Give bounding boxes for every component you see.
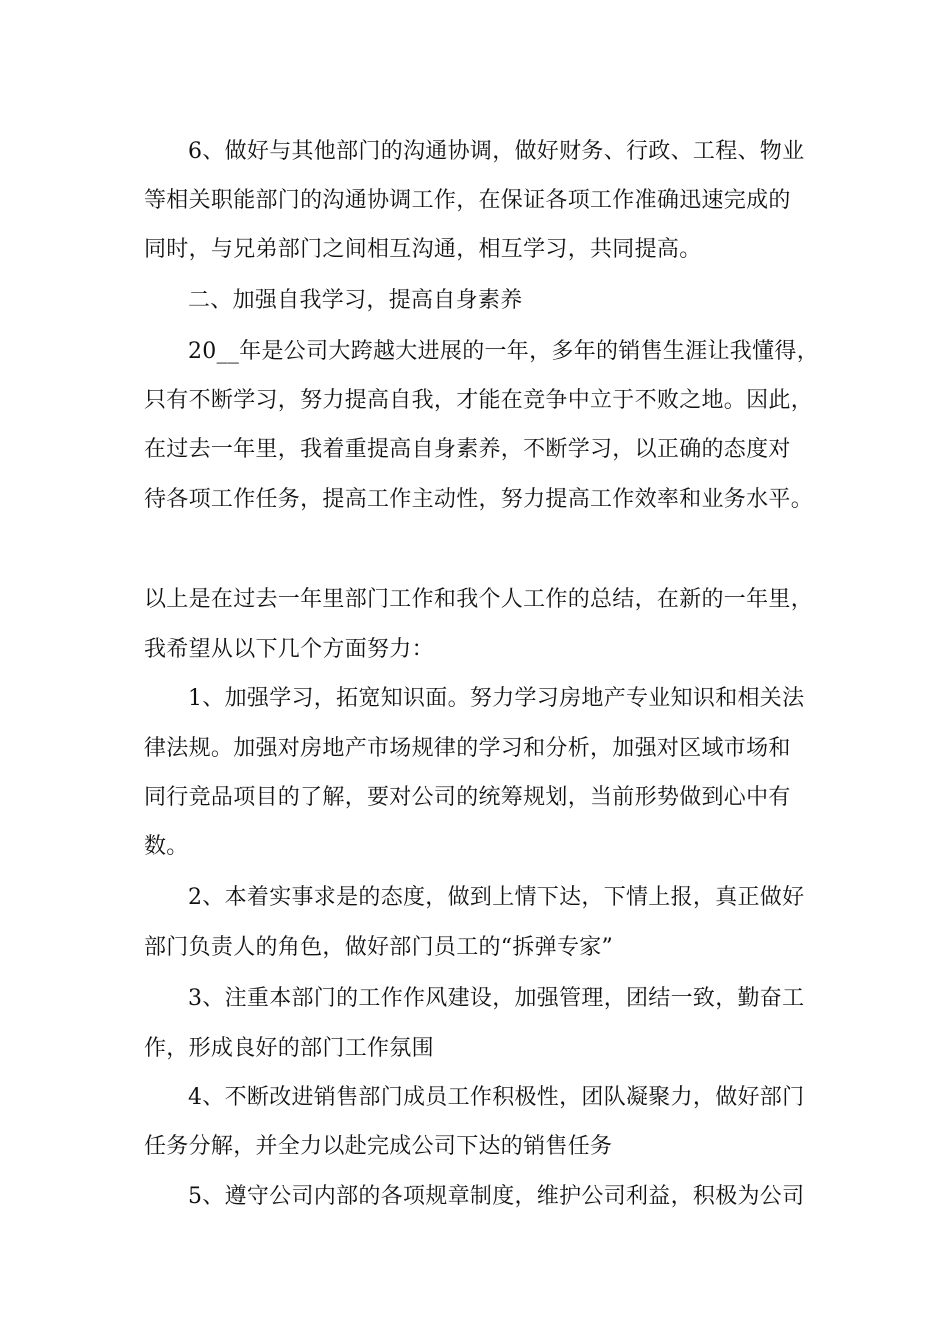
text-line: 6、做好与其他部门的沟通协调，做好财务、行政、工程、物业 — [188, 139, 805, 164]
text-line: 同行竞品项目的了解，要对公司的统筹规划，当前形势做到心中有 — [144, 785, 791, 810]
section-heading: 二、加强自我学习，提高自身素养 — [188, 288, 523, 313]
text-line: 数。 — [144, 834, 189, 859]
text-line: 同时，与兄弟部门之间相互沟通，相互学习，共同提高。 — [144, 237, 702, 262]
text-line: 律法规。加强对房地产市场规律的学习和分析，加强对区域市场和 — [144, 736, 791, 761]
text-line: 待各项工作任务，提高工作主动性，努力提高工作效率和业务水平。 — [144, 487, 814, 512]
text-line: 在过去一年里，我着重提高自身素养，不断学习，以正确的态度对 — [144, 437, 791, 462]
list-item: 1、加强学习，拓宽知识面。努力学习房地产专业知识和相关法 — [188, 686, 805, 711]
text-line: 以上是在过去一年里部门工作和我个人工作的总结，在新的一年里， — [144, 587, 814, 612]
text-line: 我希望从以下几个方面努力： — [144, 637, 434, 662]
list-item: 2、本着实事求是的态度，做到上情下达，下情上报，真正做好 — [188, 885, 805, 910]
text-line: 只有不断学习，努力提高自我，才能在竞争中立于不败之地。因此， — [144, 388, 814, 413]
text-line: 20__年是公司大跨越大进展的一年，多年的销售生涯让我懂得， — [188, 339, 819, 364]
text-line: 部门负责人的角色，做好部门员工的“拆弹专家” — [144, 935, 614, 960]
list-item: 4、不断改进销售部门成员工作积极性，团队凝聚力，做好部门 — [188, 1085, 805, 1110]
list-item: 3、注重本部门的工作作风建设，加强管理，团结一致，勤奋工 — [188, 986, 805, 1011]
list-item: 5、遵守公司内部的各项规章制度，维护公司利益，积极为公司 — [188, 1184, 805, 1209]
text-line: 等相关职能部门的沟通协调工作，在保证各项工作准确迅速完成的 — [144, 188, 791, 213]
text-line: 作，形成良好的部门工作氛围 — [144, 1036, 434, 1061]
text-line: 任务分解，并全力以赴完成公司下达的销售任务 — [144, 1134, 613, 1159]
